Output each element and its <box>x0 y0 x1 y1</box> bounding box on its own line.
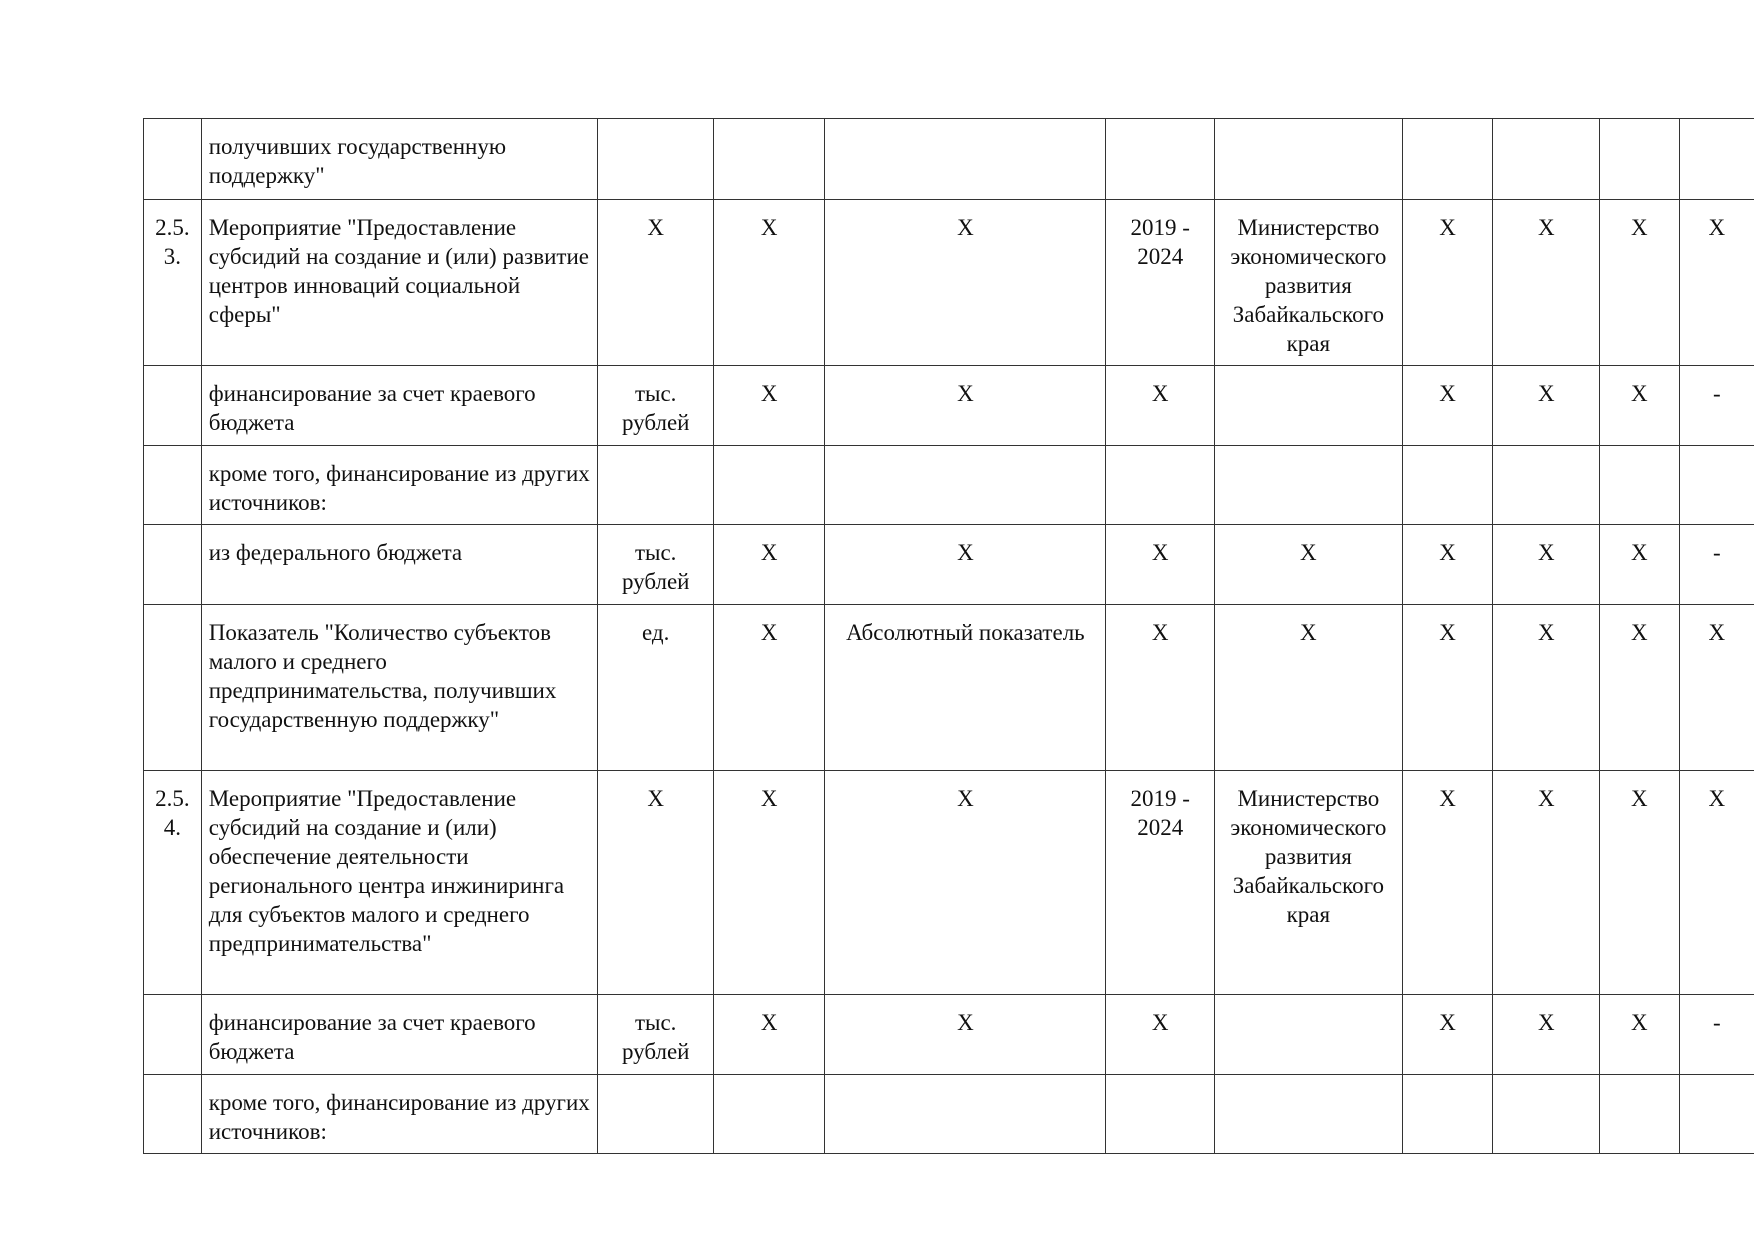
item-name: кроме того, финансирование из других источников: <box>201 446 598 525</box>
row-number <box>144 1075 202 1154</box>
value-cell: X <box>1679 605 1754 771</box>
table-row <box>144 771 1754 995</box>
value-cell: X <box>1600 771 1680 995</box>
item-name: Мероприятие "Предоставление субсидий на создание и (или) обеспечение деятельности регионального центра инжиниринга для субъектов малого и среднего предпринимательства" <box>201 771 598 995</box>
value-cell: X <box>1493 605 1600 771</box>
value-cell: X <box>713 995 824 1075</box>
responsible-cell: X <box>1215 525 1403 605</box>
period-cell: 2019 - 2024 <box>1106 200 1215 366</box>
table-row <box>144 200 1754 366</box>
value-cell: X <box>1402 771 1493 995</box>
method-cell: Абсолютный показатель <box>825 605 1106 771</box>
value-cell <box>1493 1075 1600 1154</box>
row-number <box>144 525 202 605</box>
row-number <box>144 446 202 525</box>
period-cell <box>1106 446 1215 525</box>
responsible-cell <box>1215 119 1403 200</box>
item-name: финансирование за счет краевого бюджета <box>201 366 598 446</box>
value-cell <box>1600 446 1680 525</box>
row-number <box>144 366 202 446</box>
value-cell: X <box>1493 771 1600 995</box>
value-cell <box>1402 446 1493 525</box>
responsible-cell: Министерство экономического развития Забайкальского края <box>1215 771 1403 995</box>
period-cell <box>1106 119 1215 200</box>
value-cell: X <box>1402 995 1493 1075</box>
method-cell: X <box>825 525 1106 605</box>
value-cell: - <box>1679 525 1754 605</box>
row-number: 2.5. 4. <box>144 771 202 995</box>
responsible-cell <box>1215 1075 1403 1154</box>
period-cell <box>1106 1075 1215 1154</box>
value-cell <box>713 446 824 525</box>
method-cell: X <box>825 366 1106 446</box>
unit-cell: тыс. рублей <box>598 525 714 605</box>
value-cell: X <box>1493 200 1600 366</box>
value-cell <box>713 119 824 200</box>
value-cell: X <box>713 605 824 771</box>
value-cell: X <box>1493 366 1600 446</box>
responsible-cell: X <box>1215 605 1403 771</box>
value-cell: X <box>1679 200 1754 366</box>
unit-cell: ед. <box>598 605 714 771</box>
value-cell: X <box>1402 366 1493 446</box>
row-number <box>144 605 202 771</box>
method-cell: X <box>825 995 1106 1075</box>
period-cell: X <box>1106 995 1215 1075</box>
method-cell <box>825 446 1106 525</box>
item-name: получивших государственную поддержку" <box>201 119 598 200</box>
table-row <box>144 366 1754 446</box>
program-activities-table <box>143 118 1754 1154</box>
table-row <box>144 605 1754 771</box>
value-cell: - <box>1679 366 1754 446</box>
value-cell <box>1600 1075 1680 1154</box>
item-name: Мероприятие "Предоставление субсидий на создание и (или) развитие центров инноваций социальной сферы" <box>201 200 598 366</box>
value-cell <box>1679 446 1754 525</box>
value-cell <box>713 1075 824 1154</box>
value-cell: X <box>1600 200 1680 366</box>
value-cell <box>1600 119 1680 200</box>
method-cell <box>825 1075 1106 1154</box>
method-cell: X <box>825 771 1106 995</box>
value-cell: X <box>1679 771 1754 995</box>
value-cell: X <box>1600 995 1680 1075</box>
value-cell <box>1493 446 1600 525</box>
value-cell: X <box>1402 200 1493 366</box>
period-cell: X <box>1106 605 1215 771</box>
value-cell: X <box>1493 525 1600 605</box>
table-row <box>144 119 1754 200</box>
table-row <box>144 995 1754 1075</box>
item-name: из федерального бюджета <box>201 525 598 605</box>
value-cell <box>1679 119 1754 200</box>
unit-cell: X <box>598 771 714 995</box>
unit-cell <box>598 1075 714 1154</box>
responsible-cell <box>1215 995 1403 1075</box>
unit-cell <box>598 119 714 200</box>
period-cell: 2019 - 2024 <box>1106 771 1215 995</box>
value-cell <box>1493 119 1600 200</box>
value-cell: X <box>1600 605 1680 771</box>
value-cell: X <box>713 200 824 366</box>
item-name: Показатель "Количество субъектов малого и среднего предпринимательства, получивших государственную поддержку" <box>201 605 598 771</box>
value-cell <box>1402 1075 1493 1154</box>
period-cell: X <box>1106 366 1215 446</box>
value-cell: X <box>1600 525 1680 605</box>
table-row <box>144 446 1754 525</box>
value-cell: X <box>1402 525 1493 605</box>
row-number <box>144 995 202 1075</box>
value-cell: X <box>1493 995 1600 1075</box>
unit-cell: тыс. рублей <box>598 995 714 1075</box>
value-cell: X <box>713 366 824 446</box>
table-row <box>144 525 1754 605</box>
table-row <box>144 1075 1754 1154</box>
value-cell: X <box>1600 366 1680 446</box>
row-number <box>144 119 202 200</box>
value-cell: X <box>713 525 824 605</box>
unit-cell: тыс. рублей <box>598 366 714 446</box>
responsible-cell <box>1215 366 1403 446</box>
responsible-cell <box>1215 446 1403 525</box>
method-cell <box>825 119 1106 200</box>
responsible-cell: Министерство экономического развития Забайкальского края <box>1215 200 1403 366</box>
item-name: кроме того, финансирование из других источников: <box>201 1075 598 1154</box>
value-cell <box>1402 119 1493 200</box>
period-cell: X <box>1106 525 1215 605</box>
row-number: 2.5. 3. <box>144 200 202 366</box>
value-cell: X <box>1402 605 1493 771</box>
unit-cell: X <box>598 200 714 366</box>
method-cell: X <box>825 200 1106 366</box>
item-name: финансирование за счет краевого бюджета <box>201 995 598 1075</box>
value-cell: X <box>713 771 824 995</box>
value-cell: - <box>1679 995 1754 1075</box>
value-cell <box>1679 1075 1754 1154</box>
unit-cell <box>598 446 714 525</box>
